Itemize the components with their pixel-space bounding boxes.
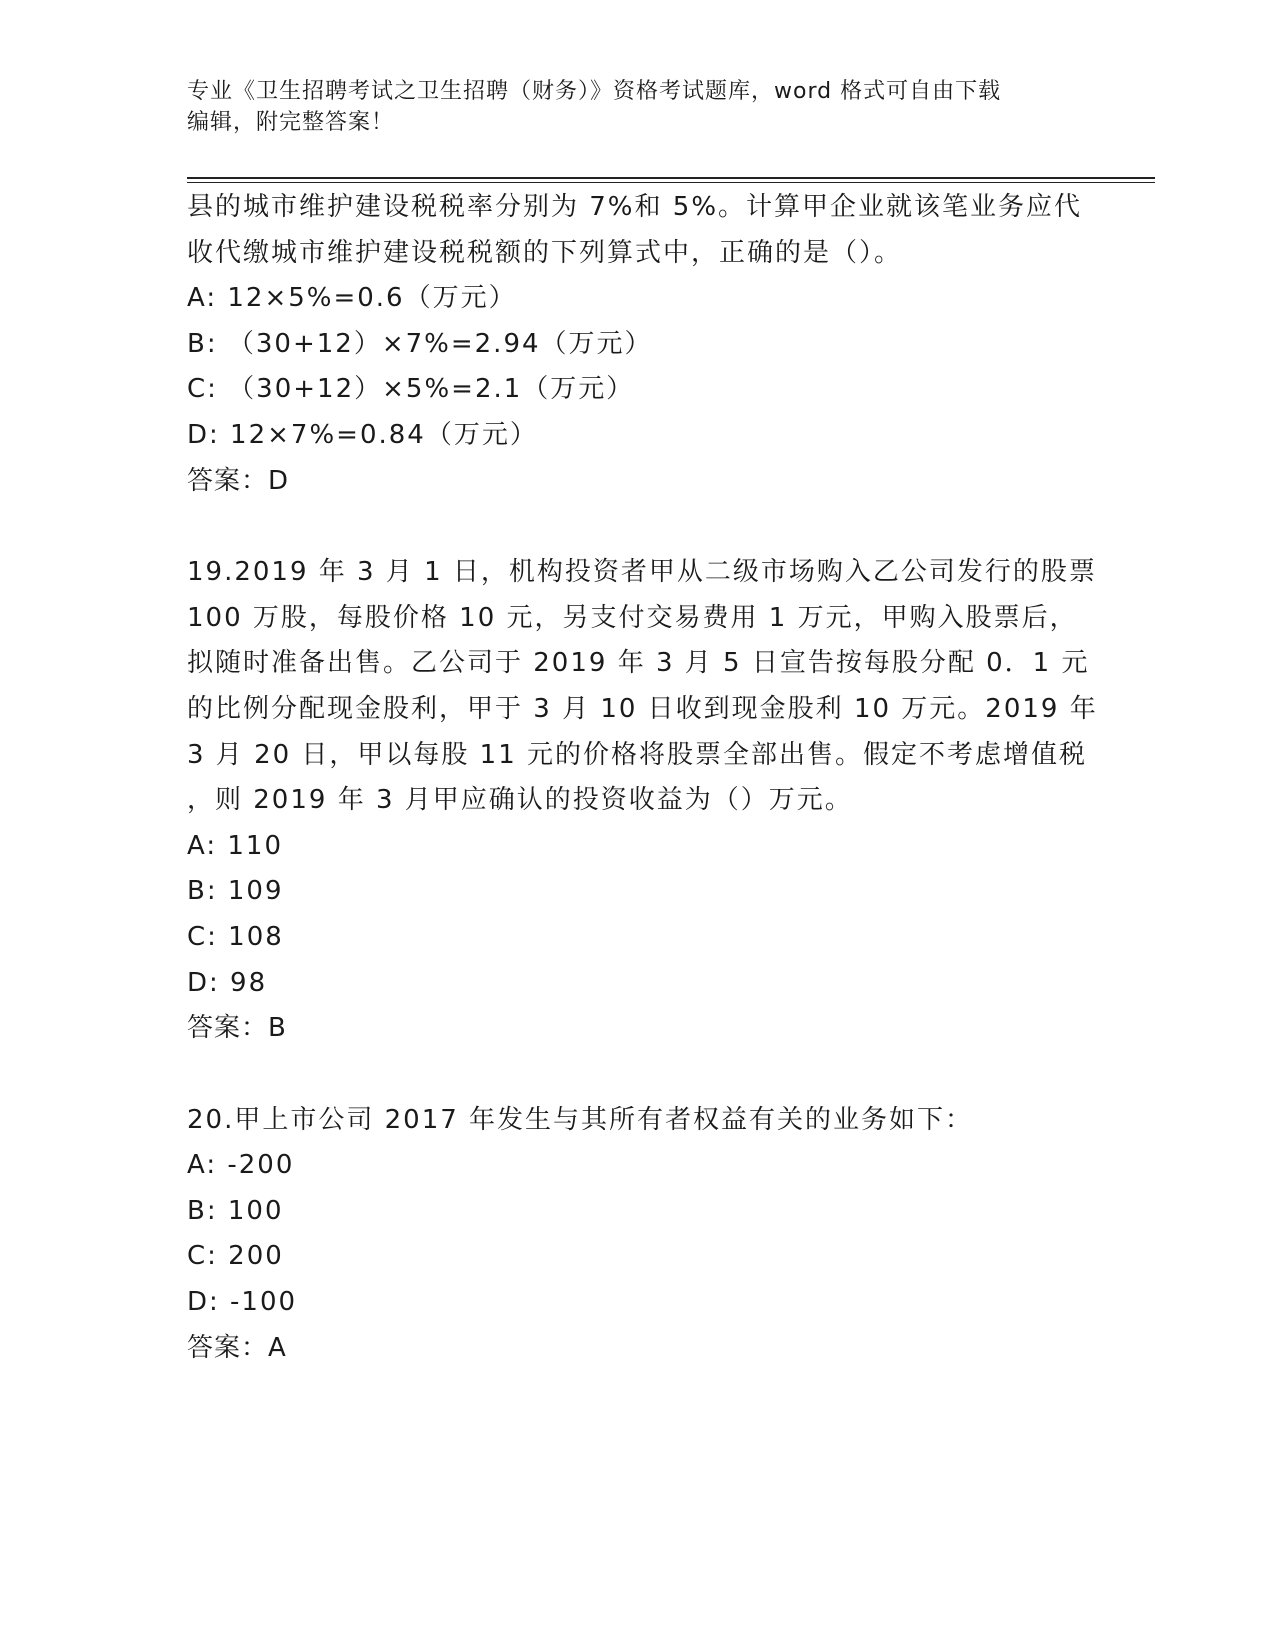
question-stem-line: 的比例分配现金股利，甲于 3 月 10 日收到现金股利 10 万元。2019 年: [187, 693, 1098, 724]
option-b: B: 100: [187, 1195, 284, 1226]
question-stem-line: 县的城市维护建设税税率分别为 7%和 5%。计算甲企业就该笔业务应代: [187, 192, 1083, 222]
header-line-1: 专业《卫生招聘考试之卫生招聘（财务）》资格考试题库，word 格式可自由下载: [187, 79, 1002, 104]
option-c: C: 108: [187, 921, 284, 952]
answer-text: 答案：A: [187, 1332, 287, 1363]
option-d: D: -100: [187, 1287, 298, 1318]
question-stem-line: 拟随时准备出售。乙公司于 2019 年 3 月 5 日宣告按每股分配 0．1 元: [187, 648, 1090, 679]
question-stem-line: ，则 2019 年 3 月甲应确认的投资收益为（）万元。: [187, 785, 853, 816]
option-a: A: 12×5%=0.6（万元）: [187, 283, 517, 314]
question-list: [187, 185, 1098, 1371]
question-stem-line: 3 月 20 日，甲以每股 11 元的价格将股票全部出售。假定不考虑增值税: [187, 739, 1088, 770]
spacer: [187, 1052, 1087, 1098]
option-a: A: 110: [187, 830, 283, 861]
option-d: D: 12×7%=0.84（万元）: [187, 419, 538, 450]
question-19: [187, 550, 1098, 1052]
header-divider-thick: [187, 177, 1155, 179]
page-header: [187, 76, 1087, 138]
option-c: C: 200: [187, 1241, 284, 1272]
header-divider-thin: [187, 182, 1155, 183]
question-stem-line: 19.2019 年 3 月 1 日，机构投资者甲从二级市场购入乙公司发行的股票: [187, 557, 1097, 588]
answer-text: 答案：B: [187, 1013, 287, 1044]
answer-text: 答案：D: [187, 465, 290, 496]
question-20: [187, 1098, 1087, 1372]
question-stem-line: 100 万股，每股价格 10 元，另支付交易费用 1 万元，甲购入股票后，: [187, 602, 1078, 633]
option-c: C: （30+12）×5%=2.1（万元）: [187, 374, 635, 405]
option-a: A: -200: [187, 1150, 295, 1181]
option-d: D: 98: [187, 967, 268, 998]
option-b: B: （30+12）×7%=2.94（万元）: [187, 328, 653, 359]
question-stem-line: 收代缴城市维护建设税税额的下列算式中，正确的是（）。: [187, 237, 903, 268]
header-line-2: 编辑，附完整答案！: [187, 110, 395, 135]
option-b: B: 109: [187, 876, 284, 907]
spacer: [187, 504, 1087, 550]
question-stem-line: 20.甲上市公司 2017 年发生与其所有者权益有关的业务如下：: [187, 1104, 974, 1135]
question-18: [187, 185, 1087, 504]
